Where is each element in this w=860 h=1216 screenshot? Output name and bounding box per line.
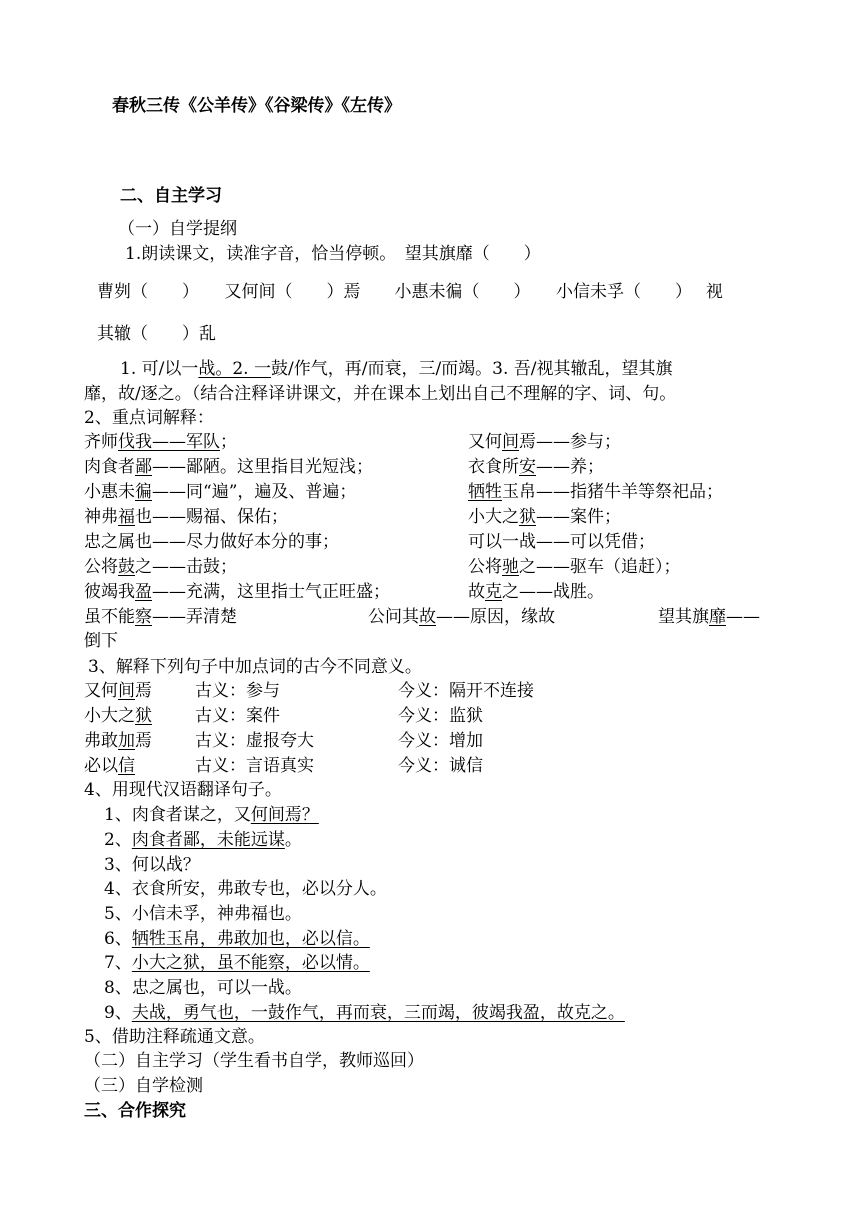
vocab-row: 虽不能察——弄清楚 <box>84 607 237 627</box>
subsection-2-heading: （二）自主学习（学生看书自学，教师巡回） <box>84 1051 424 1071</box>
vocab-row: 公问其故——原因，缘故 <box>368 607 555 627</box>
vocab-row: 望其旗靡—— <box>658 607 760 627</box>
item2-heading: 2、重点词解释： <box>84 408 214 428</box>
translate-sentence: 2、肉食者鄙，未能远谋。 <box>104 830 302 850</box>
translate-sentence: 6、牺牲玉帛，弗敢加也，必以信。 <box>104 929 370 949</box>
vocab-row: 牺牲玉帛——指猪牛羊等祭祀品； <box>468 482 723 502</box>
modern-meaning: 今义：隔开不连接 <box>398 681 534 701</box>
vocab-row: 小惠未徧——同“遍”，遍及、普遍； <box>84 482 357 502</box>
translate-sentence: 4、衣食所安，弗敢专也，必以分人。 <box>104 879 387 899</box>
meaning-row: 必以信 <box>84 756 135 776</box>
translate-sentence: 1、肉食者谋之，又何间焉？ <box>104 805 319 825</box>
ancient-meaning: 古义：言语真实 <box>195 756 314 776</box>
item1-line2: 曹刿（ ） 又何间（ ）焉 小惠未徧（ ） 小信未孚（ ） 视 <box>97 282 723 302</box>
meaning-row: 弗敢加焉 <box>84 731 152 751</box>
ancient-meaning: 古义：虚报夸大 <box>195 731 314 751</box>
ancient-meaning: 古义：参与 <box>195 681 280 701</box>
item4-heading: 4、用现代汉语翻译句子。 <box>84 780 282 800</box>
modern-meaning: 今义：诚信 <box>398 756 483 776</box>
vocab-row: 小大之狱——案件； <box>468 507 621 527</box>
vocab-row: 衣食所安——养； <box>468 457 604 477</box>
section-3-heading: 三、合作探究 <box>84 1101 186 1121</box>
vocab-row: 公将鼓之——击鼓； <box>84 557 237 577</box>
vocab-row: 故克之——战胜。 <box>468 582 604 602</box>
translate-sentence: 3、何以战？ <box>104 855 200 875</box>
subsection-1-heading: （一）自学提纲 <box>118 219 237 239</box>
section-2-heading: 二、自主学习 <box>120 186 222 206</box>
vocab-row: 公将驰之——驱车（追赶）； <box>468 557 681 577</box>
translate-sentence: 9、夫战，勇气也，一鼓作气，再而衰，三而竭，彼竭我盈，故克之。 <box>104 1003 625 1023</box>
vocab-row: 忠之属也——尽力做好本分的事； <box>84 532 339 552</box>
pause-paragraph-line1: 1. 可/以一战。2. 一鼓/作气，再/而衰，三/而竭。3. 吾/视其辙乱，望其旗 <box>120 359 673 379</box>
pause-paragraph-line2: 靡，故/逐之。（结合注释译讲课文，并在课本上划出自己不理解的字、词、句。 <box>84 384 677 404</box>
document-title: 春秋三传《公羊传》《谷梁传》《左传》 <box>112 96 401 116</box>
modern-meaning: 今义：增加 <box>398 731 483 751</box>
vocab-row: 肉食者鄙——鄙陋。这里指目光短浅； <box>84 457 373 477</box>
translate-sentence: 5、小信未孚，神弗福也。 <box>104 904 302 924</box>
item1-line1: 1.朗读课文，读准字音，恰当停顿。 望其旗靡（ ） <box>125 244 541 264</box>
modern-meaning: 今义：监狱 <box>398 706 483 726</box>
item3-heading: 3、解释下列句子中加点词的古今不同意义。 <box>88 657 422 677</box>
subsection-3-heading: （三）自学检测 <box>84 1076 203 1096</box>
vocab-row-wrap: 倒下 <box>84 631 118 651</box>
vocab-row: 神弗福也——赐福、保佑； <box>84 507 288 527</box>
vocab-row: 彼竭我盈——充满，这里指士气正旺盛； <box>84 582 390 602</box>
meaning-row: 又何间焉 <box>84 681 152 701</box>
vocab-row: 又何间焉——参与； <box>468 432 621 452</box>
translate-sentence: 7、小大之狱，虽不能察，必以情。 <box>104 953 370 973</box>
vocab-row: 可以一战——可以凭借； <box>468 532 655 552</box>
ancient-meaning: 古义：案件 <box>195 706 280 726</box>
item5: 5、借助注释疏通文意。 <box>84 1027 265 1047</box>
translate-sentence: 8、忠之属也，可以一战。 <box>104 978 302 998</box>
meaning-row: 小大之狱 <box>84 706 152 726</box>
item1-line3: 其辙（ ）乱 <box>97 324 216 344</box>
vocab-row: 齐师伐我——军队； <box>84 432 237 452</box>
